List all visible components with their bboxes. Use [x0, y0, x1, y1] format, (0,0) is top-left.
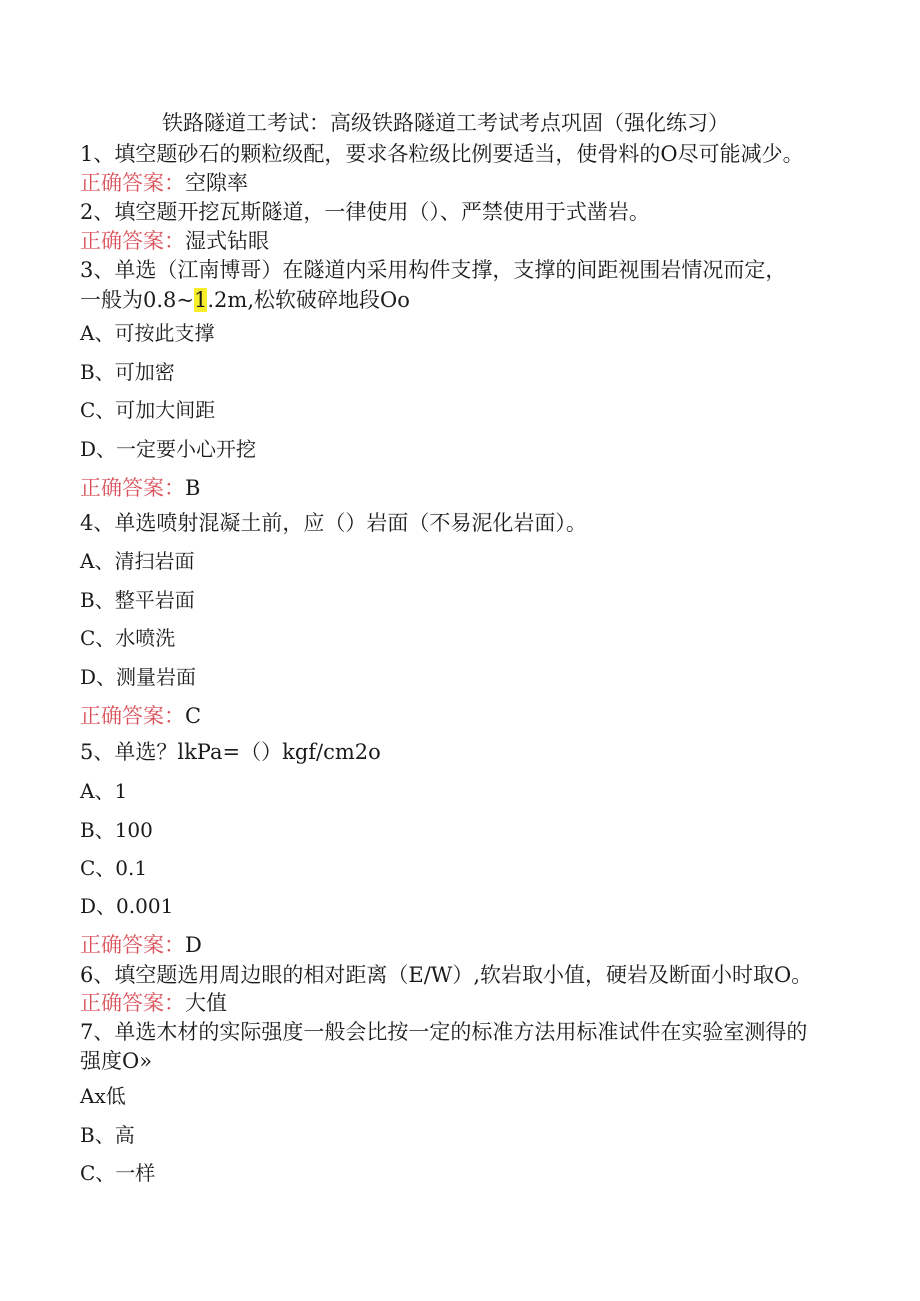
question-7-text-line2: 强度O» — [80, 1049, 153, 1073]
answer-value: D — [185, 933, 202, 957]
answer-label: 正确答案： — [80, 229, 185, 253]
answer-label: 正确答案： — [80, 704, 185, 728]
answer-value: 湿式钻眼 — [185, 229, 269, 253]
question-4-text: 4、单选喷射混凝土前，应（）岩面（不易泥化岩面）。 — [80, 511, 587, 535]
text-segment: .2m,松软破碎地段Oo — [207, 288, 410, 312]
question-4-option-a: A、清扫岩面 — [80, 549, 195, 573]
question-5-answer — [80, 932, 202, 958]
question-7-option-b: B、高 — [80, 1123, 135, 1147]
question-7-text-line1: 7、单选木材的实际强度一般会比按一定的标准方法用标准试件在实验室测得的 — [80, 1020, 808, 1044]
answer-value: 空隙率 — [185, 171, 248, 195]
question-1-text: 1、填空题砂石的颗粒级配，要求各粒级比例要适当，使骨料的O尽可能减少。 — [80, 142, 804, 166]
answer-label: 正确答案： — [80, 171, 185, 195]
question-4-answer — [80, 703, 201, 729]
text-segment: 一般为0.8~ — [80, 288, 194, 312]
question-5-option-a: A、1 — [80, 779, 128, 803]
question-3-option-b: B、可加密 — [80, 360, 175, 384]
answer-value: 大值 — [185, 991, 227, 1015]
answer-value: B — [185, 476, 201, 500]
question-5-text: 5、单选？lkPa=（）kgf∕cm2o — [80, 740, 381, 764]
question-6-text: 6、填空题选用周边眼的相对距离（E/W）,软岩取小值，硬岩及断面小时取O。 — [80, 963, 813, 987]
question-1-answer — [80, 170, 248, 196]
question-6-answer — [80, 990, 227, 1016]
question-2-answer — [80, 228, 269, 254]
answer-label: 正确答案： — [80, 476, 185, 500]
answer-label: 正确答案： — [80, 933, 185, 957]
question-3-text-line2 — [80, 287, 410, 313]
question-3-option-c: C、可加大间距 — [80, 398, 216, 422]
question-5-option-b: B、100 — [80, 818, 153, 842]
question-4-option-b: B、整平岩面 — [80, 588, 195, 612]
question-3-option-a: A、可按此支撑 — [80, 321, 215, 345]
answer-label: 正确答案： — [80, 991, 185, 1015]
answer-value: C — [185, 704, 202, 728]
question-3-option-d: D、一定要小心开挖 — [80, 437, 257, 461]
question-4-option-c: C、水喷洗 — [80, 626, 176, 650]
question-7-option-c: C、一样 — [80, 1161, 156, 1185]
document-title: 铁路隧道工考试：高级铁路隧道工考试考点巩固（强化练习） — [162, 111, 729, 135]
question-5-option-c: C、0.1 — [80, 856, 148, 880]
question-7-option-a: Ax低 — [80, 1084, 126, 1108]
highlighted-text: 1 — [194, 288, 208, 312]
question-2-text: 2、填空题开挖瓦斯隧道，一律使用（）、严禁使用于式凿岩。 — [80, 200, 650, 224]
question-5-option-d: D、0.001 — [80, 894, 174, 918]
question-3-text-line1: 3、单选（江南博哥）在隧道内采用构件支撑，支撑的间距视围岩情况而定， — [80, 258, 787, 282]
question-3-answer — [80, 475, 200, 501]
question-4-option-d: D、测量岩面 — [80, 665, 197, 689]
